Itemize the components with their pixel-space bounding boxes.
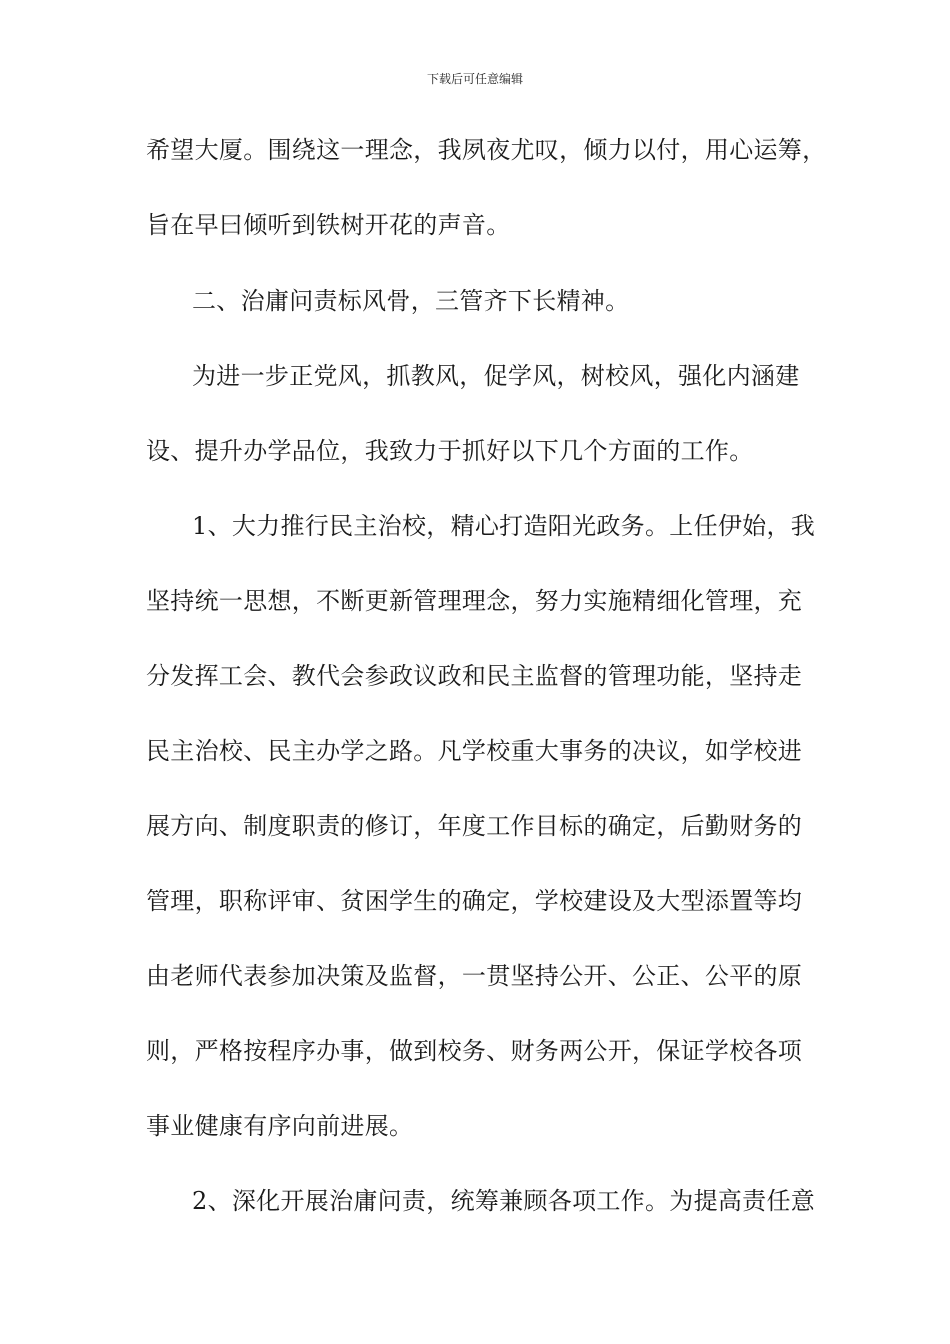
text-line-12: 由老师代表参加决策及监督，一贯坚持公开、公正、公平的原 bbox=[146, 962, 803, 990]
text-line-7: 坚持统一思想，不断更新管理理念，努力实施精细化管理，充 bbox=[146, 587, 803, 615]
text-line-10: 展方向、制度职责的修订，年度工作目标的确定，后勤财务的 bbox=[146, 812, 803, 840]
text-line-13: 则，严格按程序办事，做到校务、财务两公开，保证学校各项 bbox=[146, 1037, 803, 1065]
text-line-4: 为进一步正党风，抓教风，促学风，树校风，强化内涵建 bbox=[192, 362, 800, 390]
text-line-9: 民主治校、民主办学之路。凡学校重大事务的决议，如学校进 bbox=[146, 737, 803, 765]
text-line-5: 设、提升办学品位，我致力于抓好以下几个方面的工作。 bbox=[146, 437, 754, 465]
text-line-8: 分发挥工会、教代会参政议政和民主监督的管理功能，坚持走 bbox=[146, 662, 803, 690]
section-heading: 二、治庸问责标风骨，三管齐下长精神。 bbox=[192, 287, 630, 315]
text-line-6: 1、大力推行民主治校，精心打造阳光政务。上任伊始，我 bbox=[192, 512, 816, 540]
text-line-15: 2、深化开展治庸问责，统筹兼顾各项工作。为提高责任意 bbox=[192, 1187, 816, 1215]
text-line-14: 事业健康有序向前进展。 bbox=[146, 1112, 414, 1140]
text-line-11: 管理，职称评审、贫困学生的确定，学校建设及大型添置等均 bbox=[146, 887, 803, 915]
text-line-1: 希望大厦。围绕这一理念，我夙夜尤叹，倾力以付，用心运筹， bbox=[146, 136, 827, 164]
page-header-note: 下载后可任意编辑 bbox=[426, 72, 523, 86]
text-line-2: 旨在早曰倾听到铁树开花的声音。 bbox=[146, 211, 511, 239]
